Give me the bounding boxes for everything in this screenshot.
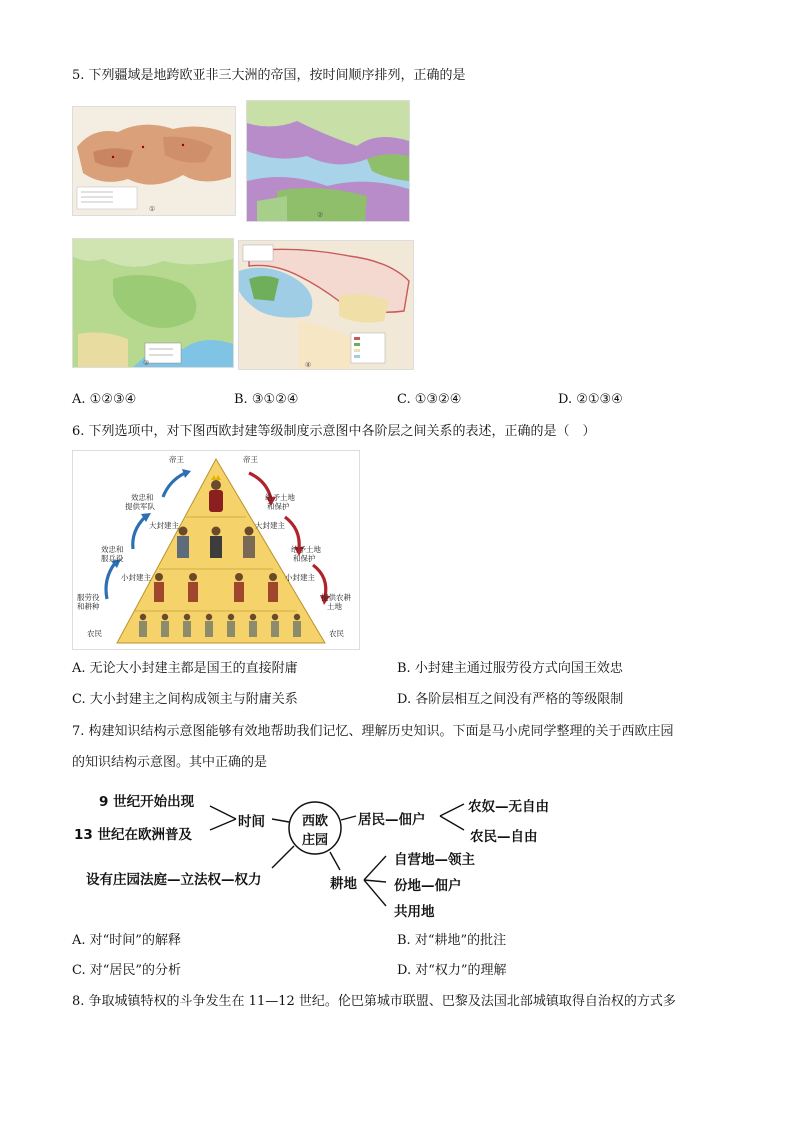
map-3-caption: ③ bbox=[143, 359, 150, 367]
map-3-image bbox=[72, 238, 234, 368]
land-node: 耕地 bbox=[330, 876, 357, 892]
peasant-label-right: 农民 bbox=[329, 629, 344, 638]
arrow-label-left-top-2: 提供军队 bbox=[125, 502, 155, 511]
q5-stem: 5. 下列疆域是地跨欧亚非三大洲的帝国，按时间顺序排列，正确的是 bbox=[72, 68, 466, 83]
map-1-image bbox=[72, 106, 236, 216]
king-label-left: 帝王 bbox=[169, 455, 184, 464]
q5-option-d[interactable]: D. ②①③④ bbox=[558, 392, 623, 407]
land-branch-b: 份地—佃户 bbox=[394, 878, 462, 894]
map-2-image bbox=[246, 100, 410, 222]
manor-center-line-2: 庄园 bbox=[302, 833, 329, 848]
residents-node: 居民—佃户 bbox=[358, 812, 426, 828]
arrow-label-right-mid-1: 给予土地 bbox=[291, 545, 321, 554]
serf-branch: 农奴—无自由 bbox=[468, 799, 549, 815]
map-4-image bbox=[238, 240, 414, 370]
q6-option-d[interactable]: D. 各阶层相互之间没有严格的等级限制 bbox=[397, 692, 624, 707]
q7-stem-line-2: 的知识结构示意图。其中正确的是 bbox=[72, 755, 268, 770]
q7-option-a[interactable]: A. 对“时间”的解释 bbox=[72, 933, 181, 948]
manor-center-line-1: 西欧 bbox=[302, 814, 329, 829]
arrow-label-right-low-2: 土地 bbox=[327, 602, 342, 611]
q8-stem: 8. 争取城镇特权的斗争发生在 11—12 世纪。伦巴第城市联盟、巴黎及法国北部城镇取得自治权的方式多 bbox=[72, 994, 676, 1009]
q6-option-b[interactable]: B. 小封建主通过服劳役方式向国王效忠 bbox=[397, 661, 623, 676]
time-branch-a: 9 世纪开始出现 bbox=[99, 794, 195, 810]
great-lord-label-left: 大封建主 bbox=[149, 521, 179, 530]
q6-stem: 6. 下列选项中，对下图西欧封建等级制度示意图中各阶层之间关系的表述，正确的是（ ） bbox=[72, 424, 596, 439]
arrow-label-right-top-1: 给予土地 bbox=[265, 493, 295, 502]
small-lord-label-right: 小封建主 bbox=[285, 573, 315, 582]
map-4-caption: ④ bbox=[305, 361, 312, 369]
time-node: 时间 bbox=[238, 814, 265, 830]
q5-option-c[interactable]: C. ①③②④ bbox=[397, 392, 462, 407]
arrow-label-right-top-2: 和保护 bbox=[267, 502, 290, 511]
q5-option-a[interactable]: A. ①②③④ bbox=[72, 392, 137, 407]
great-lord-label-right: 大封建主 bbox=[255, 521, 285, 530]
peasant-label-left: 农民 bbox=[87, 629, 102, 638]
power-branch: 设有庄园法庭—立法权—权力 bbox=[86, 872, 262, 888]
feudal-hierarchy-diagram bbox=[72, 450, 360, 650]
q5-option-b[interactable]: B. ③①②④ bbox=[234, 392, 299, 407]
time-branch-b: 13 世纪在欧洲普及 bbox=[74, 827, 192, 843]
map-1-caption: ① bbox=[149, 205, 156, 213]
arrow-label-left-mid-2: 服兵役 bbox=[101, 554, 124, 563]
king-label-right: 帝王 bbox=[243, 455, 258, 464]
q7-option-b[interactable]: B. 对“耕地”的批注 bbox=[397, 933, 507, 948]
q7-option-c[interactable]: C. 对“居民”的分析 bbox=[72, 963, 182, 978]
land-branch-a: 自营地—领主 bbox=[394, 852, 475, 868]
arrow-label-left-low-2: 和耕种 bbox=[77, 602, 100, 611]
manor-knowledge-diagram bbox=[72, 786, 592, 920]
arrow-label-right-low-1: 提供农耕 bbox=[321, 593, 351, 602]
arrow-label-right-mid-2: 和保护 bbox=[293, 554, 316, 563]
land-branch-c: 共用地 bbox=[394, 904, 435, 920]
q6-option-a[interactable]: A. 无论大小封建主都是国王的直接附庸 bbox=[72, 661, 298, 676]
map-2-caption: ② bbox=[317, 211, 324, 219]
q6-option-c[interactable]: C. 大小封建主之间构成领主与附庸关系 bbox=[72, 692, 298, 707]
arrow-label-left-mid-1: 效忠和 bbox=[101, 545, 124, 554]
arrow-label-left-top-1: 效忠和 bbox=[131, 493, 154, 502]
peasant-branch: 农民—自由 bbox=[470, 829, 538, 845]
q7-stem-line-1: 7. 构建知识结构示意图能够有效地帮助我们记忆、理解历史知识。下面是马小虎同学整理的关于西欧庄园 bbox=[72, 724, 674, 739]
arrow-label-left-low-1: 服劳役 bbox=[77, 593, 100, 602]
small-lord-label-left: 小封建主 bbox=[121, 573, 151, 582]
q7-option-d[interactable]: D. 对“权力”的理解 bbox=[397, 963, 507, 978]
